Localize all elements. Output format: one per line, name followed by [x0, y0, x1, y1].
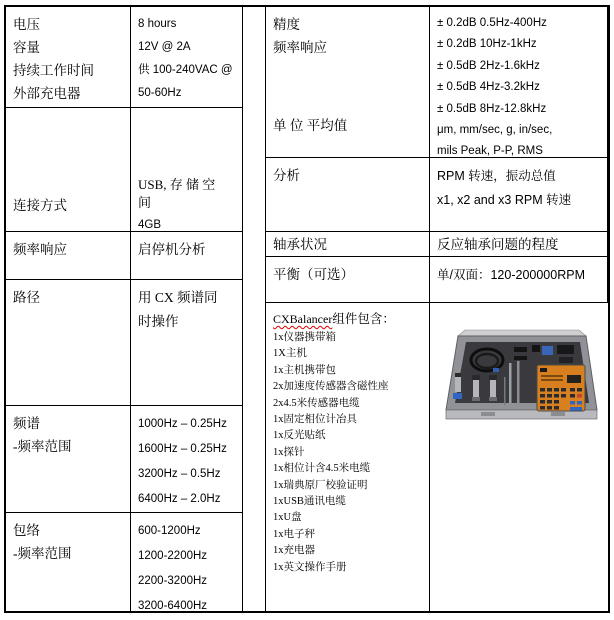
text-line: 1x探针 [273, 446, 305, 458]
probe-rod [517, 361, 520, 405]
text-line: 3200-6400Hz [138, 600, 208, 611]
cell-path-label [6, 280, 131, 406]
text-line: 1000Hz – 0.25Hz [138, 418, 227, 430]
analyzer-screen [567, 375, 581, 383]
text-line: ± 0.5dB 4Hz-3.2kHz [437, 81, 540, 94]
case-latch [551, 412, 565, 416]
text-line: 平衡（可选） [273, 267, 354, 282]
text-line: -频率范围 [13, 439, 72, 454]
text-line: 2x4.5米传感器电缆 [273, 397, 360, 409]
text-line: USB, 存 储 空 [138, 177, 216, 192]
text-line: 电压 [13, 17, 40, 32]
text-line: 频率响应 [273, 40, 327, 55]
units-average-label: 单 位 平均值 [273, 118, 348, 133]
cell-balance-value [430, 257, 608, 303]
cable-connector [493, 368, 499, 372]
text-line: 供 100-240VAC @ [138, 64, 233, 76]
probe-rod [509, 363, 512, 403]
cell-kit-contents [266, 303, 430, 611]
analyzer-device [537, 365, 585, 411]
text-line: ± 0.5dB 2Hz-1.6kHz [437, 59, 540, 72]
accessory-black-box [557, 345, 574, 354]
text-line: 持续工作时间 [13, 63, 94, 78]
sensor-cap [472, 375, 480, 380]
text-line: 1600Hz – 0.25Hz [138, 443, 227, 455]
accessory-blue-block [542, 346, 553, 355]
text-line: 1x主机携带包 [273, 364, 336, 376]
cell-spectrum-range-label [6, 406, 131, 513]
text-line: 1x充电器 [273, 545, 315, 557]
product-photo [441, 325, 604, 480]
text-line: 路径 [13, 290, 40, 305]
text-line: 4GB [138, 219, 162, 231]
text-line: 1X主机 [273, 348, 307, 360]
text-line: 轴承状况 [273, 237, 327, 252]
text-line: 12V @ 2A [138, 41, 191, 53]
kit-heading [273, 311, 425, 328]
analyzer-key-blue [570, 401, 575, 405]
kit-heading-text: 组件包含： [332, 312, 395, 326]
case-latch [481, 412, 495, 416]
text-line: x1, x2 and x3 RPM 转速 [437, 193, 572, 207]
cell-connection-label [6, 108, 131, 232]
sensor-body [473, 380, 479, 397]
text-line: 精度 [273, 17, 300, 32]
case-lid-edge [458, 330, 586, 336]
text-line: 分析 [273, 168, 300, 183]
text-line: 600-1200Hz [138, 525, 201, 537]
text-line: 2x加速度传感器含磁性座 [273, 381, 389, 393]
analyzer-logo [540, 368, 547, 372]
text-line: 2200-3200Hz [138, 575, 208, 587]
cell-connection-value [131, 108, 243, 232]
analyzer-display [541, 379, 563, 381]
cell-freq-response-label [6, 232, 131, 280]
text-line: 1xUSB通讯电缆 [273, 496, 346, 508]
kit-brand-name: CXBalancer [273, 312, 333, 326]
text-line: 6400Hz – 2.0Hz [138, 493, 221, 505]
cell-bearing-label [266, 232, 430, 257]
text-line: 3200Hz – 0.5Hz [138, 468, 221, 480]
sensor-cap [489, 375, 497, 380]
probe-rod [504, 377, 506, 405]
text-line: 容量 [13, 40, 40, 55]
cell-spectrum-range-values [131, 406, 243, 513]
accessory-block [532, 345, 540, 352]
text-line: 1x固定相位计冶具 [273, 414, 357, 426]
text-line: 1x电子秤 [273, 528, 315, 540]
sensor-base [472, 397, 480, 401]
cell-envelope-range-label [6, 513, 131, 611]
accessory-black-box [559, 357, 573, 363]
text-line: 频率响应 [13, 242, 67, 257]
cell-accuracy-labels [266, 7, 430, 158]
text-line: 频谱 [13, 416, 40, 431]
text-line: 1x反光贴纸 [273, 430, 326, 442]
text-line: 包络 [13, 523, 40, 538]
text-line: 1x仪器携带箱 [273, 332, 336, 343]
text-line: 50-60Hz [138, 87, 182, 99]
sensor-body [490, 380, 496, 397]
text-line: ± 0.5dB 8Hz-12.8kHz [437, 102, 547, 115]
analyzer-key-red [577, 394, 582, 398]
cell-balance-label [266, 257, 430, 303]
cell-power-values [131, 7, 243, 108]
text-line: RPM 转速，振动总值 [437, 169, 556, 183]
text-line: 时操作 [138, 314, 179, 329]
sensor-body [455, 377, 461, 392]
accessory-clip [514, 347, 527, 352]
text-line: 1x英文操作手册 [273, 561, 347, 573]
cell-analysis-label [266, 158, 430, 232]
text-line: mils Peak, P-P, RMS [437, 145, 543, 158]
analyzer-display [541, 375, 563, 377]
text-line: ± 0.2dB 10Hz-1kHz [437, 38, 537, 51]
accessory-clip [514, 356, 527, 360]
spacer-column [243, 7, 266, 611]
text-line: 反应轴承问题的程度 [437, 237, 559, 252]
text-line: 连接方式 [13, 198, 67, 213]
analyzer-key-blue [570, 407, 582, 411]
text-line: -频率范围 [13, 546, 72, 561]
text-line: 8 hours [138, 18, 177, 30]
kit-items-list [273, 330, 425, 576]
text-line: 1x相位计含4.5米电缆 [273, 463, 371, 475]
sensor-cap [455, 373, 461, 377]
cell-accuracy-values [430, 7, 608, 158]
cell-kit-photo [430, 303, 608, 611]
text-line: 1200-2200Hz [138, 550, 208, 562]
text-line: 外部充电器 [13, 86, 81, 101]
text-line: μm, mm/sec, g, in/sec, [437, 124, 553, 137]
text-line: 启停机分析 [138, 242, 206, 257]
text-line: 单/双面：120-200000RPM [437, 268, 585, 282]
cell-envelope-range-values [131, 513, 243, 611]
spec-table [4, 5, 610, 613]
cell-path-value [131, 280, 243, 406]
cell-power-labels [6, 7, 131, 108]
cell-freq-response-value [131, 232, 243, 280]
text-line: 1x瑞典原厂校验证明 [273, 479, 368, 491]
cell-analysis-values [430, 158, 608, 232]
text-line: 间 [138, 195, 152, 210]
text-line: 1xU盘 [273, 512, 302, 524]
sensor-base [489, 397, 497, 401]
text-line: 用 CX 频谱同 [138, 290, 218, 305]
sensor-blue-base [453, 393, 462, 399]
text-line: ± 0.2dB 0.5Hz-400Hz [437, 17, 547, 29]
analyzer-key-blue [577, 401, 582, 405]
cell-bearing-value [430, 232, 608, 257]
